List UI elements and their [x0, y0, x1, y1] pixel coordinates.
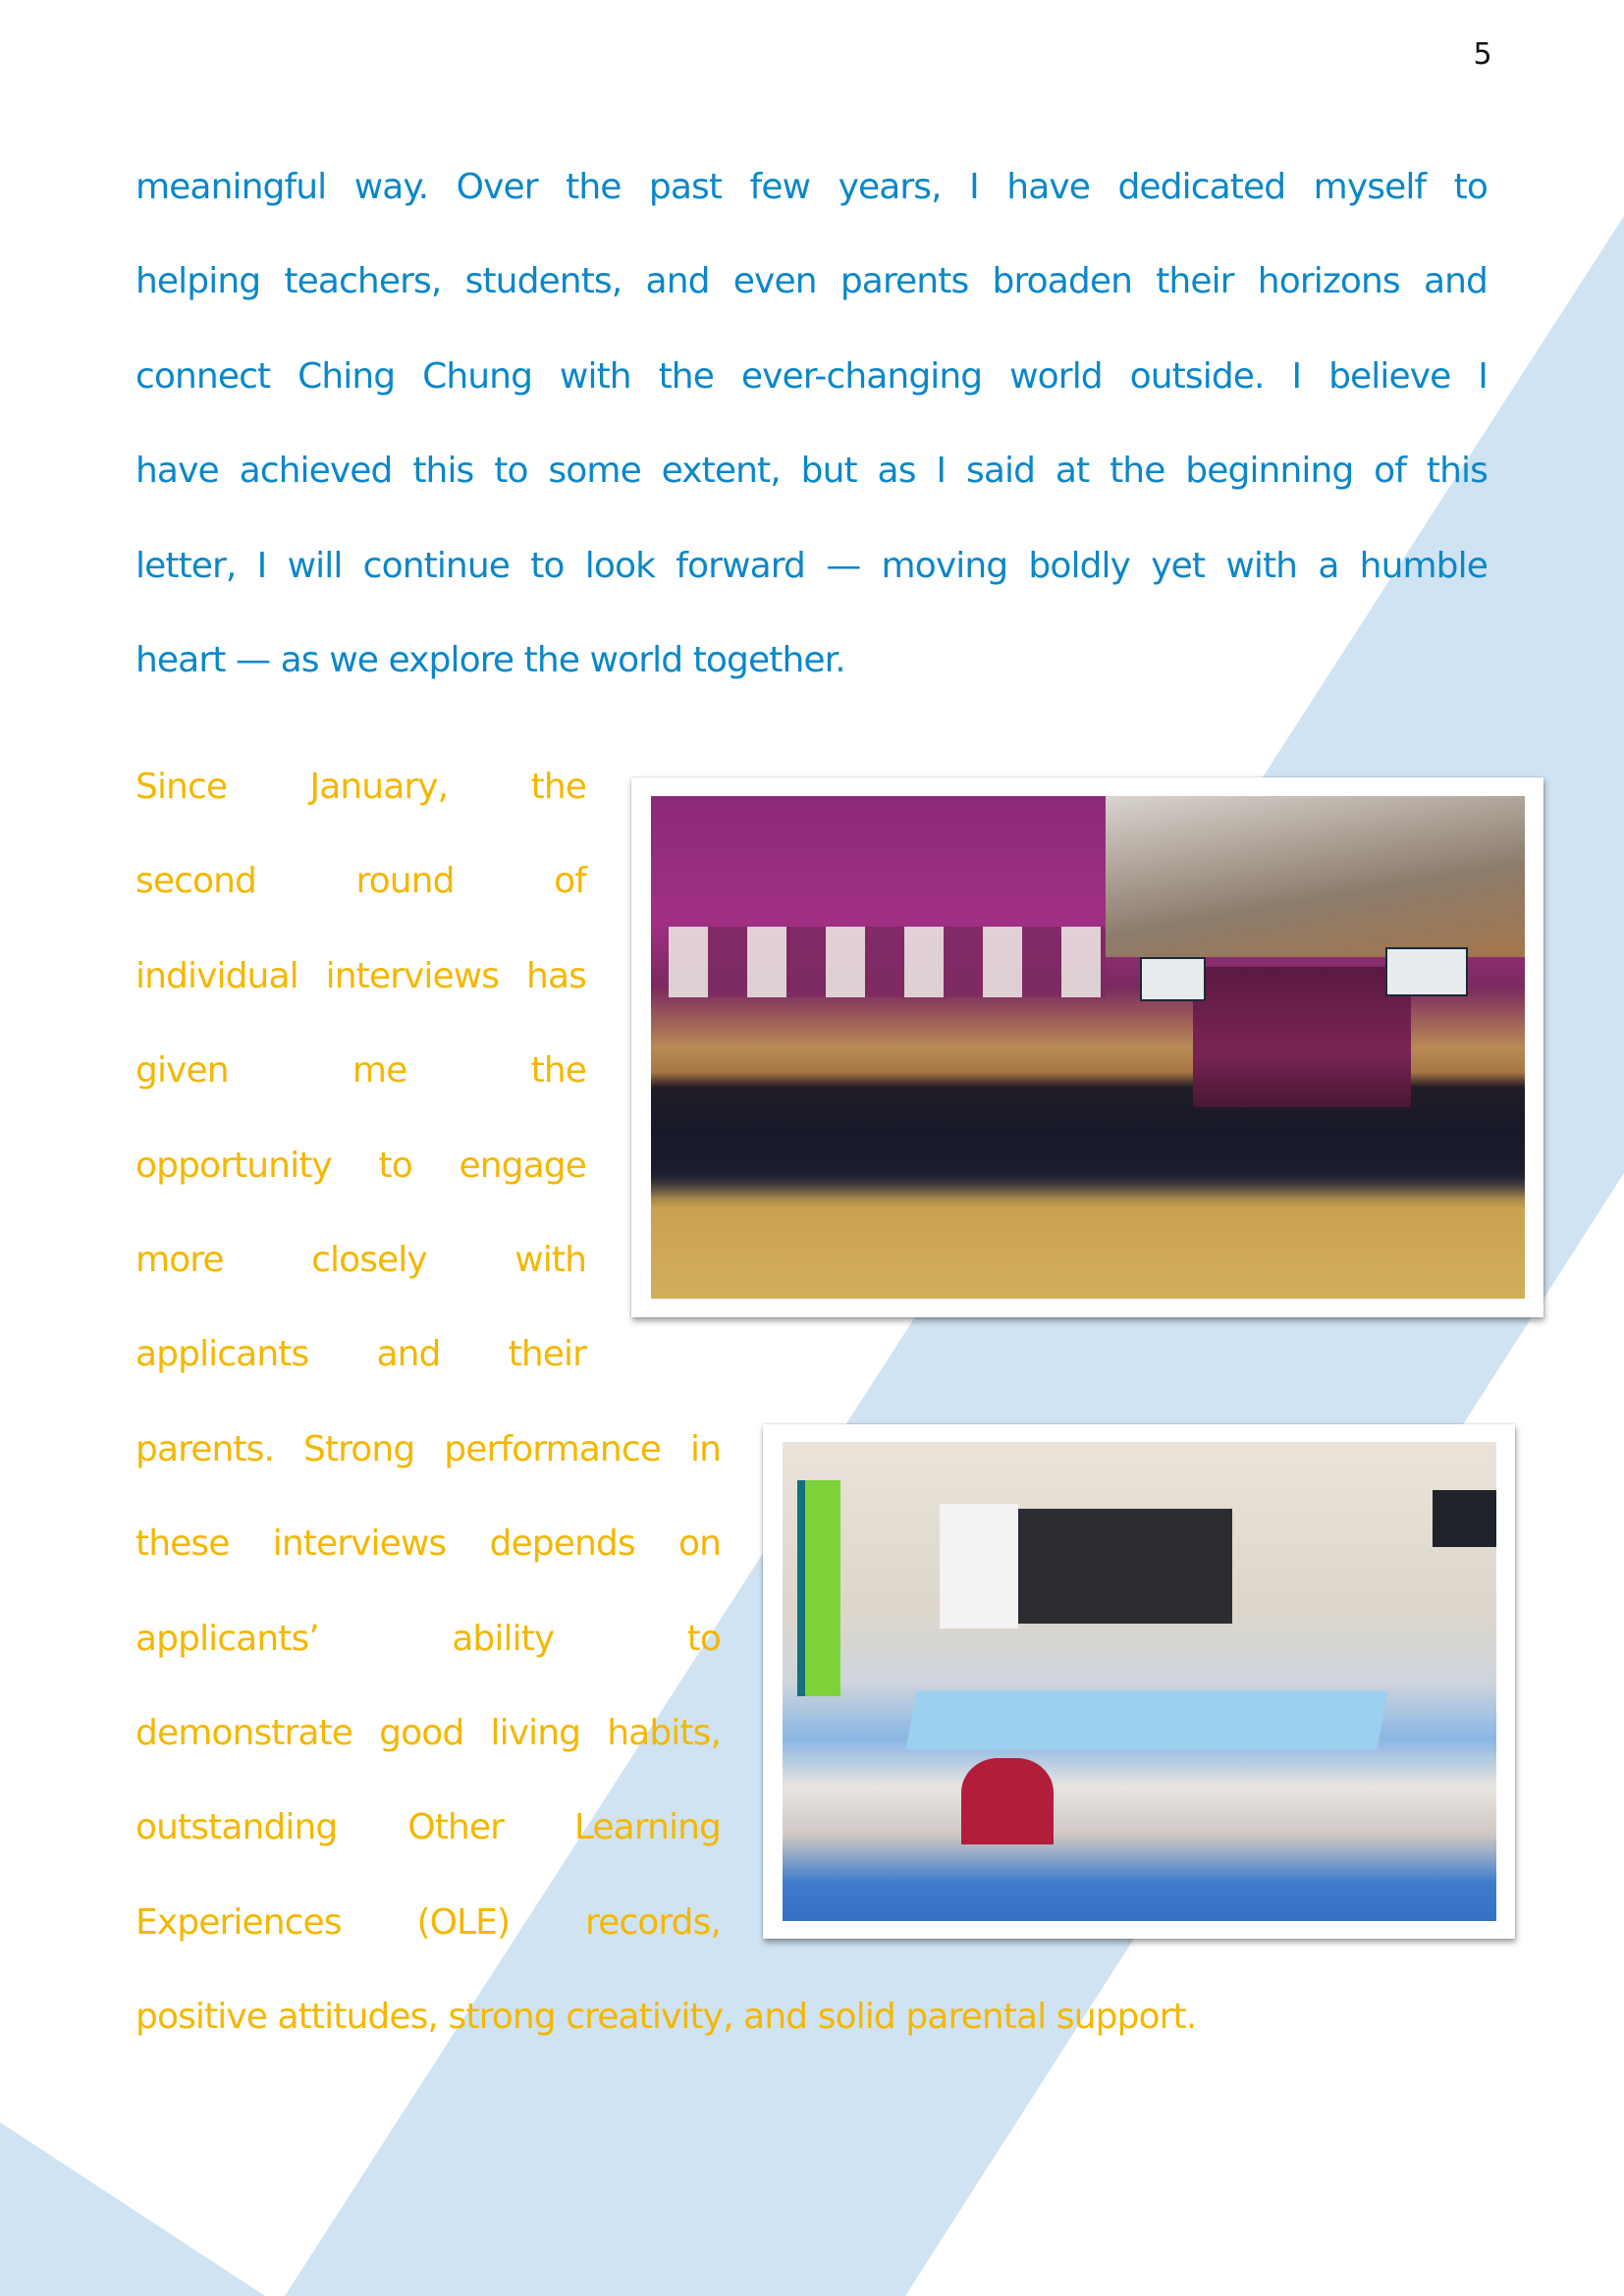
text-line: applicants’ ability to — [135, 1618, 721, 1659]
text-line: more closely with — [135, 1239, 586, 1280]
text-line: meaningful way. Over the past few years, I have dedicated myself to — [135, 167, 1488, 207]
text-line: Since January, the — [135, 767, 586, 807]
text-line: letter, I will continue to look forward — moving boldly yet with a humble — [135, 545, 1488, 586]
text-line: heart — as we explore the world together. — [135, 639, 845, 680]
text-line: applicants and their — [135, 1334, 586, 1375]
text-line: these interviews depends on — [135, 1523, 721, 1565]
text-line: have achieved this to some extent, but as I said at the beginning of this — [135, 451, 1488, 492]
paragraph-intro-continuation — [135, 140, 1488, 708]
text-line: opportunity to engage — [135, 1145, 586, 1186]
text-line: connect Ching Chung with the ever-changing world outside. I believe I — [135, 355, 1488, 397]
page-number: 5 — [1473, 37, 1492, 72]
text-line: individual interviews has — [135, 955, 586, 996]
corner-triangle — [0, 2122, 265, 2296]
text-line: second round of — [135, 861, 586, 902]
text-line: outstanding Other Learning — [135, 1807, 721, 1848]
text-line: given me the — [135, 1050, 586, 1092]
text-line: demonstrate good living habits, — [135, 1712, 721, 1753]
text-line: positive attitudes, strong creativity, and solid parental support. — [135, 1997, 1197, 2038]
text-line: helping teachers, students, and even parents broaden their horizons and — [135, 261, 1488, 302]
paragraph-interviews — [135, 740, 1488, 2064]
text-line: parents. Strong performance in — [135, 1428, 721, 1469]
text-line: Experiences (OLE) records, — [135, 1901, 721, 1943]
